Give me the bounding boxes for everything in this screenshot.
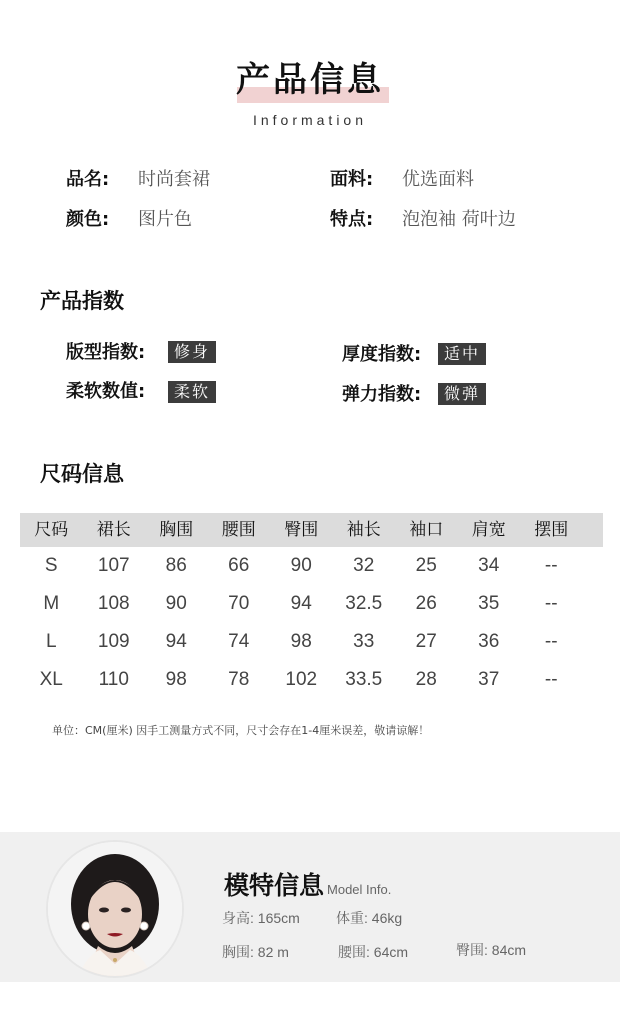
table-row — [20, 623, 603, 661]
info-value: 优选面料 — [402, 169, 474, 190]
table-cell: 108 — [97, 593, 130, 614]
table-cell: -- — [544, 669, 558, 690]
model-avatar — [48, 842, 182, 976]
index-fit-badge: 修身 — [168, 341, 216, 363]
stat-label: 胸围: — [222, 944, 254, 960]
stat-value: 84cm — [491, 942, 527, 958]
table-cell: M — [43, 593, 60, 614]
table-cell: 110 — [98, 669, 129, 690]
info-fabric — [330, 168, 474, 192]
table-cell: 94 — [165, 631, 187, 652]
info-label: 面料: — [330, 169, 374, 190]
table-cell: 102 — [285, 669, 318, 690]
index-thickness-label: 厚度指数: — [342, 344, 422, 365]
table-cell: 32 — [353, 555, 375, 576]
header-cell: 袖长 — [346, 520, 381, 540]
size-note: 单位：CM(厘米) 因手工测量方式不同，尺寸会存在1-4厘米误差，敬请谅解！ — [52, 724, 430, 737]
table-cell: 98 — [165, 669, 187, 690]
table-cell: 36 — [478, 631, 500, 652]
stat-value: 82 m — [257, 944, 289, 960]
model-stat-hip — [456, 940, 526, 960]
info-color — [66, 208, 192, 232]
table-cell: 26 — [415, 593, 437, 614]
header-cell: 裙长 — [96, 520, 131, 540]
size-table — [20, 513, 603, 699]
info-label: 特点: — [330, 209, 374, 230]
table-cell: 78 — [228, 669, 250, 690]
table-cell: 33 — [353, 631, 375, 652]
table-cell: 27 — [415, 631, 437, 652]
page-title: 产品信息 — [236, 60, 384, 100]
info-name — [66, 168, 210, 192]
model-portrait-image — [48, 842, 182, 976]
table-cell: -- — [544, 555, 558, 576]
header-cell: 肩宽 — [471, 520, 506, 540]
model-info-panel — [0, 832, 620, 982]
table-cell: 94 — [290, 593, 312, 614]
header-cell: 胸围 — [159, 520, 194, 540]
info-label: 颜色: — [66, 209, 110, 230]
table-row — [20, 547, 603, 585]
stat-label: 体重: — [336, 910, 368, 926]
table-cell: 34 — [478, 555, 500, 576]
model-title — [224, 866, 391, 902]
stat-value: 64cm — [373, 944, 409, 960]
table-cell: 25 — [415, 555, 437, 576]
table-cell: 107 — [97, 555, 130, 576]
table-cell: S — [44, 555, 58, 576]
table-cell: 90 — [290, 555, 312, 576]
table-cell: 32.5 — [345, 593, 383, 614]
table-cell: -- — [544, 593, 558, 614]
model-stat-bust — [222, 942, 289, 962]
table-cell: -- — [544, 631, 558, 652]
stat-label: 腰围: — [338, 944, 370, 960]
table-row — [20, 585, 603, 623]
table-cell: XL — [39, 669, 63, 690]
index-softness-badge: 柔软 — [168, 381, 216, 403]
index-elasticity-badge: 微弹 — [438, 383, 486, 405]
header-cell: 摆围 — [534, 520, 569, 540]
table-cell: 98 — [290, 631, 312, 652]
page-title-wrap — [0, 58, 620, 102]
model-title-en: Model Info. — [327, 882, 392, 897]
table-cell: 37 — [478, 669, 500, 690]
table-row — [20, 661, 603, 699]
index-elasticity-label: 弹力指数: — [342, 384, 422, 405]
table-cell: 70 — [228, 593, 250, 614]
size-table-header — [20, 513, 603, 547]
section-title-index: 产品指数 — [40, 289, 124, 313]
info-value: 泡泡袖 荷叶边 — [402, 209, 516, 230]
stat-value: 46kg — [371, 910, 403, 926]
stat-label: 身高: — [222, 910, 254, 926]
info-value: 图片色 — [138, 209, 192, 230]
header-cell: 袖口 — [409, 520, 444, 540]
header-cell: 尺码 — [34, 520, 69, 540]
stat-label: 臀围: — [456, 942, 488, 958]
header-cell: 臀围 — [284, 520, 319, 540]
index-thickness-badge: 适中 — [438, 343, 486, 365]
table-cell: 90 — [165, 593, 187, 614]
info-label: 品名: — [66, 169, 110, 190]
index-softness-label: 柔软数值: — [66, 381, 146, 402]
stat-value: 165cm — [257, 910, 300, 926]
table-cell: 86 — [165, 555, 187, 576]
table-cell: 74 — [228, 631, 250, 652]
model-stat-height — [222, 908, 300, 928]
model-stat-weight — [336, 908, 402, 928]
info-features — [330, 208, 516, 232]
page-subtitle: Information — [252, 112, 368, 128]
table-cell: 28 — [415, 669, 437, 690]
table-cell: L — [45, 631, 57, 652]
model-stat-waist — [338, 942, 408, 962]
table-cell: 109 — [97, 631, 130, 652]
table-cell: 33.5 — [345, 669, 383, 690]
info-value: 时尚套裙 — [138, 169, 210, 190]
section-title-size: 尺码信息 — [40, 462, 124, 486]
header-cell: 腰围 — [221, 520, 256, 540]
table-cell: 66 — [228, 555, 250, 576]
model-title-zh: 模特信息 — [224, 871, 325, 900]
index-fit-label: 版型指数: — [66, 342, 146, 363]
table-cell: 35 — [478, 593, 500, 614]
